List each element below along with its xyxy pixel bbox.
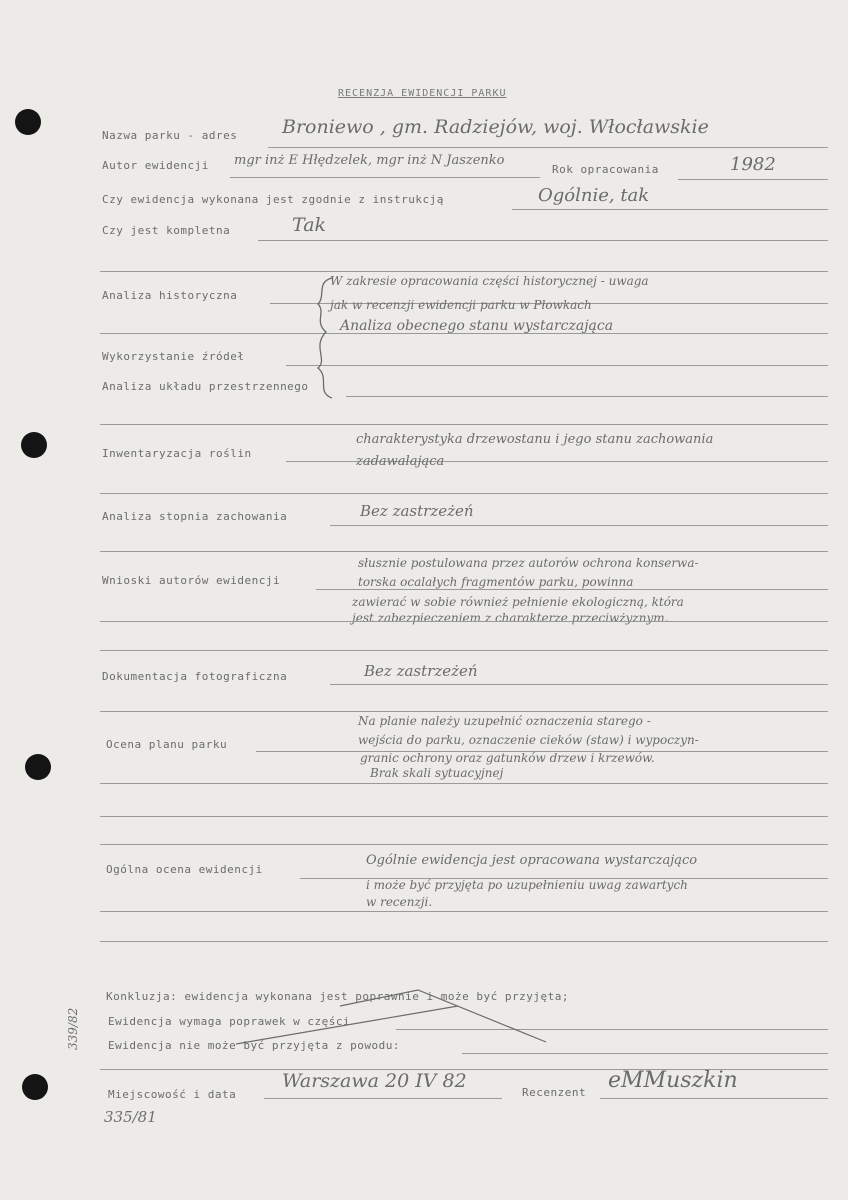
value-photo-docs: Bez zastrzeżeń — [364, 662, 478, 680]
margin-number: 339/82 — [66, 1007, 80, 1050]
value-plan-4: Brak skali sytuacyjnej — [370, 766, 504, 780]
label-complete: Czy jest kompletna — [102, 224, 231, 237]
value-historical-2: jak w recenzji ewidencji parku w Płowkach — [330, 298, 592, 312]
value-inventory-1: charakterystyka drzewostanu i jego stanu zachowania — [356, 432, 714, 447]
value-general-3: w recenzji. — [366, 895, 433, 909]
value-historical-1: W zakresie opracowania części historycznej - uwaga — [330, 274, 649, 288]
value-inventory-2: zadawalająca — [356, 454, 445, 469]
label-preservation: Analiza stopnia zachowania — [102, 510, 288, 523]
value-conclusions-3: zawierać w sobie również pełnienie ekologiczną, która — [352, 595, 684, 609]
registry-number: 335/81 — [104, 1108, 157, 1126]
value-place-date: Warszawa 20 IV 82 — [282, 1070, 467, 1092]
value-general-1: Ogólnie ewidencja jest opracowana wystarczająco — [366, 853, 698, 868]
value-compliance: Ogólnie, tak — [538, 185, 650, 206]
label-year: Rok opracowania — [552, 163, 659, 176]
label-conclusions: Wnioski autorów ewidencji — [102, 574, 281, 587]
label-place-date: Miejscowość i data — [108, 1088, 237, 1101]
label-inventory: Inwentaryzacja roślin — [102, 447, 252, 460]
value-author: mgr inż E Hłędzelek, mgr inż N Jaszenko — [234, 153, 505, 168]
value-historical-3: Analiza obecnego stanu wystarczająca — [340, 318, 614, 334]
label-author: Autor ewidencji — [102, 159, 209, 172]
label-reviewer: Recenzent — [522, 1086, 587, 1099]
value-conclusions-1: słusznie postulowana przez autorów ochrona konserwa- — [358, 556, 699, 570]
value-plan-1: Na planie należy uzupełnić oznaczenia starego - — [358, 714, 651, 728]
reviewer-signature: eMMuszkin — [608, 1068, 738, 1093]
value-conclusions-4: jest zabezpieczeniem z charakterze przeciwżyznym. — [352, 611, 669, 625]
value-conclusions-2: torska ocalałych fragmentów parku, powinna — [358, 575, 634, 589]
curly-bracket — [318, 278, 332, 398]
value-year: 1982 — [730, 154, 776, 175]
label-sources: Wykorzystanie źródeł — [102, 350, 245, 363]
label-historical: Analiza historyczna — [102, 289, 238, 302]
label-conclusion-1: Konkluzja: ewidencja wykonana jest poprawnie i może być przyjęta; — [106, 990, 569, 1003]
value-plan-3: granic ochrony oraz gatunków drzew i krzewów. — [360, 751, 655, 765]
strike-cross-line-2 — [340, 990, 546, 1042]
label-conclusion-3: Ewidencja nie może być przyjęta z powodu: — [108, 1039, 401, 1052]
strike-cross-line-1 — [236, 1006, 458, 1044]
label-spatial: Analiza układu przestrzennego — [102, 380, 309, 393]
value-complete: Tak — [292, 214, 327, 236]
value-general-2: i może być przyjęta po uzupełnieniu uwag zawartych — [366, 878, 688, 892]
label-photo-docs: Dokumentacja fotograficzna — [102, 670, 288, 683]
label-general: Ogólna ocena ewidencji — [106, 863, 263, 876]
label-plan: Ocena planu parku — [106, 738, 228, 751]
label-compliance: Czy ewidencja wykonana jest zgodnie z instrukcją — [102, 193, 444, 206]
label-name-address: Nazwa parku - adres — [102, 129, 238, 142]
label-conclusion-2: Ewidencja wymaga poprawek w części — [108, 1015, 351, 1028]
value-plan-2: wejścia do parku, oznaczenie cieków (staw) i wypoczyn- — [358, 733, 699, 747]
value-preservation: Bez zastrzeżeń — [360, 502, 474, 520]
value-name-address: Broniewo , gm. Radziejów, woj. Włocławskie — [282, 116, 709, 138]
form-title: RECENZJA EWIDENCJI PARKU — [338, 88, 507, 99]
